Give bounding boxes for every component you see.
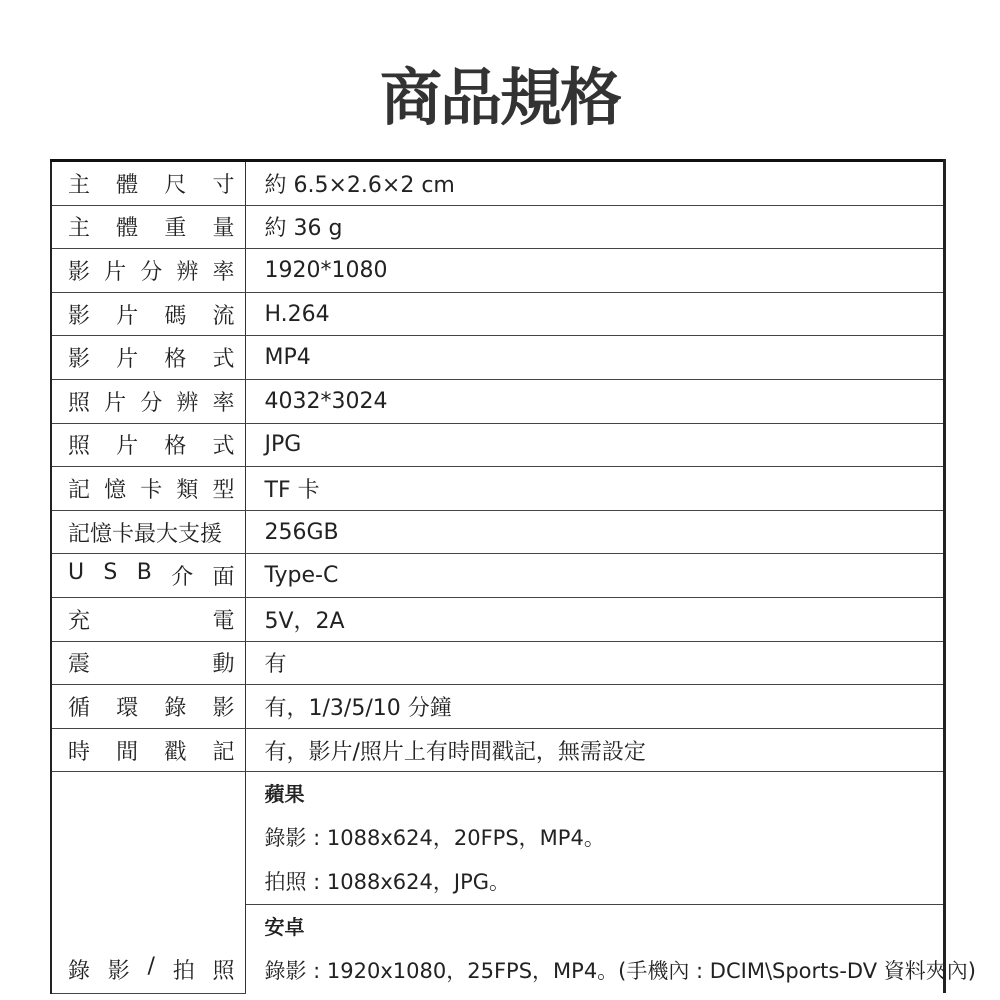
spec-row xyxy=(51,641,945,685)
spec-value: TF 卡 xyxy=(245,467,945,511)
spec-row xyxy=(51,249,945,293)
spec-label-cell xyxy=(51,641,245,685)
spec-row xyxy=(51,554,945,598)
spec-label-char: U xyxy=(68,560,85,586)
spec-value: 有 xyxy=(245,641,945,685)
spec-label xyxy=(68,691,235,722)
spec-label-cell xyxy=(51,685,245,729)
spec-label xyxy=(68,517,235,548)
spec-label-char: 寸 xyxy=(212,172,235,198)
spec-label xyxy=(68,211,235,242)
spec-label-char: 辨 xyxy=(176,390,199,416)
spec-value: 4032*3024 xyxy=(245,379,945,423)
spec-label-char: 錄 xyxy=(164,695,187,721)
spec-label-char: 記 xyxy=(212,739,235,765)
spec-label-cell xyxy=(51,292,245,336)
spec-label-char: 影 xyxy=(107,958,130,984)
spec-label-char: 量 xyxy=(212,216,235,242)
spec-label-char: 面 xyxy=(212,565,235,591)
spec-label-cell xyxy=(51,379,245,423)
spec-label-char: 拍 xyxy=(172,958,195,984)
page-title: 商品規格 xyxy=(379,61,620,134)
spec-label xyxy=(68,386,235,417)
spec-label-char: 照 xyxy=(212,958,235,984)
spec-value: 有，影片/照片上有時間戳記，無需設定 xyxy=(245,728,945,772)
spec-label-char: 戳 xyxy=(164,739,187,765)
spec-label-char: 錄 xyxy=(68,958,91,984)
spec-label-char: 率 xyxy=(212,390,235,416)
recording-apple-line: 拍照 : 1088x624，JPG。 xyxy=(264,870,511,895)
spec-row xyxy=(51,161,945,206)
spec-label xyxy=(68,299,235,330)
spec-value: 有，1/3/5/10 分鐘 xyxy=(245,685,945,729)
spec-label-char: 影 xyxy=(68,303,91,329)
recording-apple-heading: 蘋果 xyxy=(264,782,305,807)
spec-row xyxy=(51,336,945,380)
recording-android-heading: 安卓 xyxy=(264,915,305,940)
spec-label-char: 分 xyxy=(140,259,163,285)
spec-label-char: 電 xyxy=(212,608,235,634)
spec-label-char: 介 xyxy=(171,565,194,591)
spec-label-char: 卡 xyxy=(140,477,163,503)
spec-label-char: 震 xyxy=(68,652,91,678)
spec-label-cell xyxy=(51,554,245,598)
spec-label-cell xyxy=(51,597,245,641)
spec-label-char: 記 xyxy=(68,477,91,503)
spec-label-char: 影 xyxy=(68,259,91,285)
spec-label-char: 時 xyxy=(68,739,91,765)
spec-row xyxy=(51,423,945,467)
spec-row xyxy=(51,292,945,336)
spec-label xyxy=(68,429,235,460)
spec-label xyxy=(68,604,235,635)
spec-label-char: / xyxy=(147,953,155,979)
spec-label-char: 動 xyxy=(212,652,235,678)
spec-label-char: 式 xyxy=(212,434,235,460)
recording-android-block xyxy=(246,905,976,993)
spec-label-char: 式 xyxy=(212,347,235,373)
spec-label-char: 主 xyxy=(68,216,91,242)
spec-row xyxy=(51,728,945,772)
spec-value: MP4 xyxy=(245,336,945,380)
spec-label-char: 憶 xyxy=(104,477,127,503)
recording-details xyxy=(245,772,976,994)
spec-table xyxy=(50,159,976,994)
spec-row-recording xyxy=(51,772,945,994)
spec-label-cell xyxy=(51,161,245,206)
spec-label-char: S xyxy=(103,560,118,586)
spec-row xyxy=(51,205,945,249)
spec-label-char: 率 xyxy=(212,259,235,285)
spec-label-char: 循 xyxy=(68,695,91,721)
spec-row xyxy=(51,685,945,729)
spec-label-char: 體 xyxy=(116,172,139,198)
spec-label-char: 體 xyxy=(116,216,139,242)
spec-label-char: 主 xyxy=(68,172,91,198)
spec-label-char: 照 xyxy=(68,390,91,416)
spec-value: Type-C xyxy=(245,554,945,598)
spec-label-cell xyxy=(51,205,245,249)
spec-row xyxy=(51,467,945,511)
spec-value: JPG xyxy=(245,423,945,467)
spec-label-cell xyxy=(51,728,245,772)
spec-label-char: 環 xyxy=(116,695,139,721)
spec-label-char: 間 xyxy=(116,739,139,765)
recording-apple-block xyxy=(246,772,944,905)
recording-apple-line: 錄影 : 1088x624，20FPS，MP4。 xyxy=(264,826,605,851)
spec-label xyxy=(68,255,235,286)
spec-label xyxy=(68,560,235,591)
recording-android-line: 錄影 : 1920x1080，25FPS，MP4。(手機內 : DCIM\Sports-DV 資料夾內) xyxy=(264,959,976,984)
spec-value: 1920*1080 xyxy=(245,249,945,293)
spec-label xyxy=(68,647,235,678)
spec-label xyxy=(68,735,235,766)
spec-label-char: 流 xyxy=(212,303,235,329)
spec-label-char: 碼 xyxy=(164,303,187,329)
spec-label-char: 片 xyxy=(104,390,127,416)
spec-label-char: 片 xyxy=(116,347,139,373)
spec-value: 約 6.5×2.6×2 cm xyxy=(245,161,945,206)
spec-label-cell xyxy=(51,423,245,467)
spec-row xyxy=(51,597,945,641)
spec-label-char: 辨 xyxy=(176,259,199,285)
spec-label-char: 片 xyxy=(116,303,139,329)
spec-label-char: 分 xyxy=(140,390,163,416)
spec-label-char: 充 xyxy=(68,608,91,634)
spec-value: 約 36 g xyxy=(245,205,945,249)
spec-value: H.264 xyxy=(245,292,945,336)
spec-label-cell xyxy=(51,467,245,511)
spec-label-char: 型 xyxy=(212,477,235,503)
spec-label xyxy=(68,168,235,199)
spec-label-char: B xyxy=(136,560,152,586)
spec-row xyxy=(51,379,945,423)
spec-label-cell xyxy=(51,510,245,554)
spec-row xyxy=(51,510,945,554)
spec-value: 5V，2A xyxy=(245,597,945,641)
spec-label-char: 格 xyxy=(164,434,187,460)
spec-label-cell xyxy=(51,772,245,994)
spec-label-char: 記憶卡最大支援 xyxy=(68,521,223,547)
spec-label-char: 類 xyxy=(176,477,199,503)
spec-label-char: 格 xyxy=(164,347,187,373)
spec-label-char: 重 xyxy=(164,216,187,242)
spec-label xyxy=(68,342,235,373)
spec-label xyxy=(68,473,235,504)
spec-value: 256GB xyxy=(245,510,945,554)
spec-label xyxy=(68,954,235,985)
spec-label-cell xyxy=(51,336,245,380)
spec-label-char: 片 xyxy=(116,434,139,460)
spec-table-body xyxy=(51,161,976,994)
spec-label-cell xyxy=(51,249,245,293)
spec-label-char: 影 xyxy=(68,347,91,373)
spec-label-char: 影 xyxy=(212,695,235,721)
spec-label-char: 照 xyxy=(68,434,91,460)
spec-label-char: 片 xyxy=(104,259,127,285)
spec-label-char: 尺 xyxy=(164,172,187,198)
